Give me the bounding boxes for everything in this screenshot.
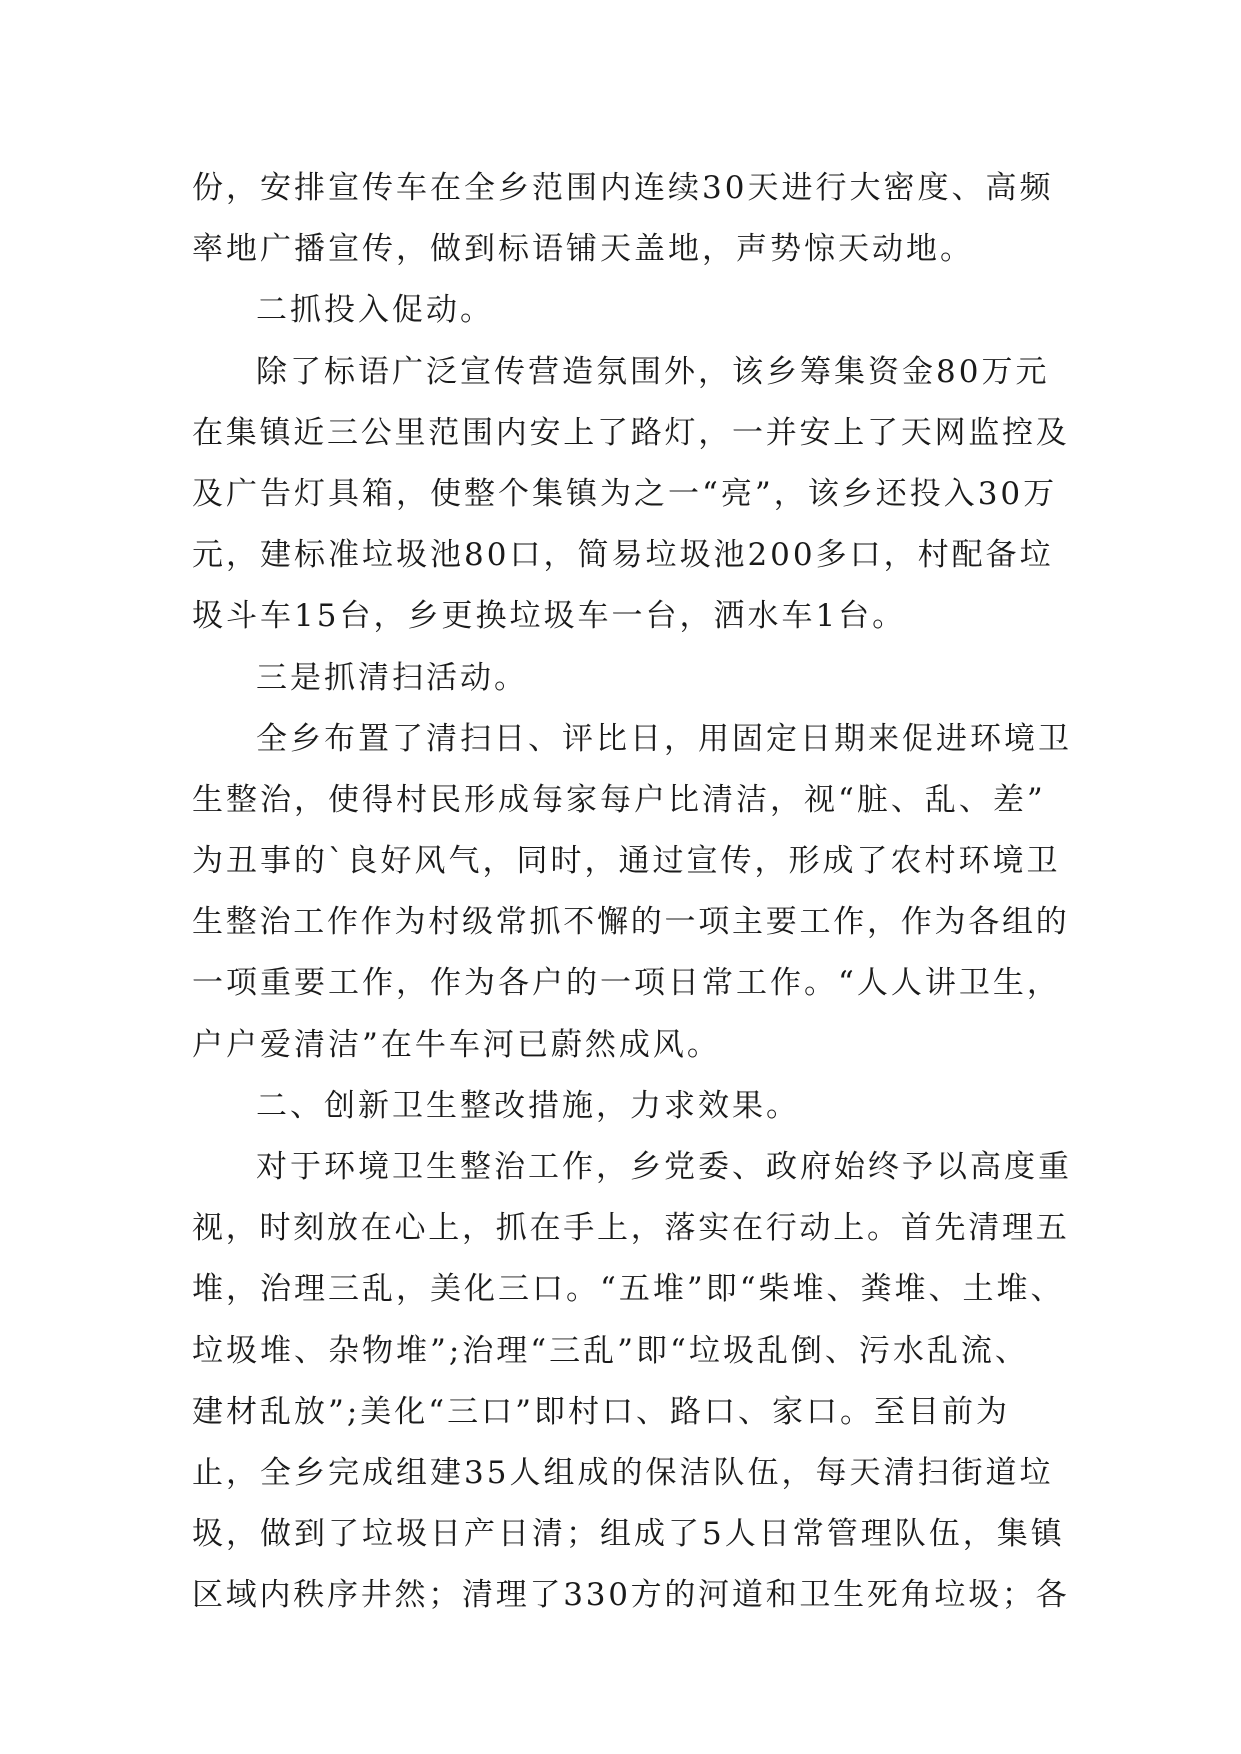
paragraph-first-line: 除了标语广泛宣传营造氛围外，该乡筹集资金80万元 <box>256 353 1050 390</box>
text-line: 圾，做到了垃圾日产日清；组成了5人日常管理队伍，集镇 <box>192 1516 1065 1553</box>
text-line: 圾斗车15台，乡更换垃圾车一台，洒水车1台。 <box>192 598 907 635</box>
paragraph-first-line: 对于环境卫生整治工作，乡党委、政府始终予以高度重 <box>256 1149 1072 1185</box>
text-line: 一项重要工作，作为各户的一项日常工作。“人人讲卫生， <box>192 965 1061 1002</box>
paragraph-first-line: 二、创新卫生整改措施，力求效果。 <box>256 1087 800 1124</box>
text-line: 堆，治理三乱，美化三口。“五堆”即“柴堆、粪堆、土堆、 <box>192 1271 1065 1308</box>
text-line: 视，时刻放在心上，抓在手上，落实在行动上。首先清理五 <box>192 1210 1070 1247</box>
document-body <box>192 158 1072 1627</box>
text-line: 建材乱放”;美化“三口”即村口、路口、家口。至目前为 <box>192 1393 1010 1430</box>
text-line: 及广告灯具箱，使整个集镇为之一“亮”，该乡还投入30万 <box>192 475 1058 512</box>
text-line: 率地广播宣传，做到标语铺天盖地，声势惊天动地。 <box>192 231 974 268</box>
text-line: 户户爱清洁”在牛车河已蔚然成风。 <box>192 1026 721 1063</box>
text-line: 垃圾堆、杂物堆”;治理“三乱”即“垃圾乱倒、污水乱流、 <box>192 1332 1029 1369</box>
text-line: 止，全乡完成组建35人组成的保洁队伍，每天清扫街道垃 <box>192 1454 1054 1491</box>
text-line: 在集镇近三公里范围内安上了路灯，一并安上了天网监控及 <box>192 414 1070 451</box>
paragraph-first-line: 二抓投入促动。 <box>256 292 494 329</box>
text-line: 生整治工作作为村级常抓不懈的一项主要工作，作为各组的 <box>192 904 1070 941</box>
text-line: 份，安排宣传车在全乡范围内连续30天进行大密度、高频 <box>192 170 1054 206</box>
text-line: 元，建标准垃圾池80口，简易垃圾池200多口，村配备垃 <box>192 537 1054 574</box>
paragraph-first-line: 三是抓清扫活动。 <box>256 659 528 696</box>
text-line: 生整治，使得村民形成每家每户比清洁，视“脏、乱、差” <box>192 781 1046 818</box>
paragraph-first-line: 全乡布置了清扫日、评比日，用固定日期来促进环境卫 <box>256 720 1072 757</box>
text-line: 区域内秩序井然；清理了330方的河道和卫生死角垃圾；各 <box>192 1577 1070 1614</box>
text-line: 为丑事的`良好风气，同时，通过宣传，形成了农村环境卫 <box>192 843 1061 880</box>
